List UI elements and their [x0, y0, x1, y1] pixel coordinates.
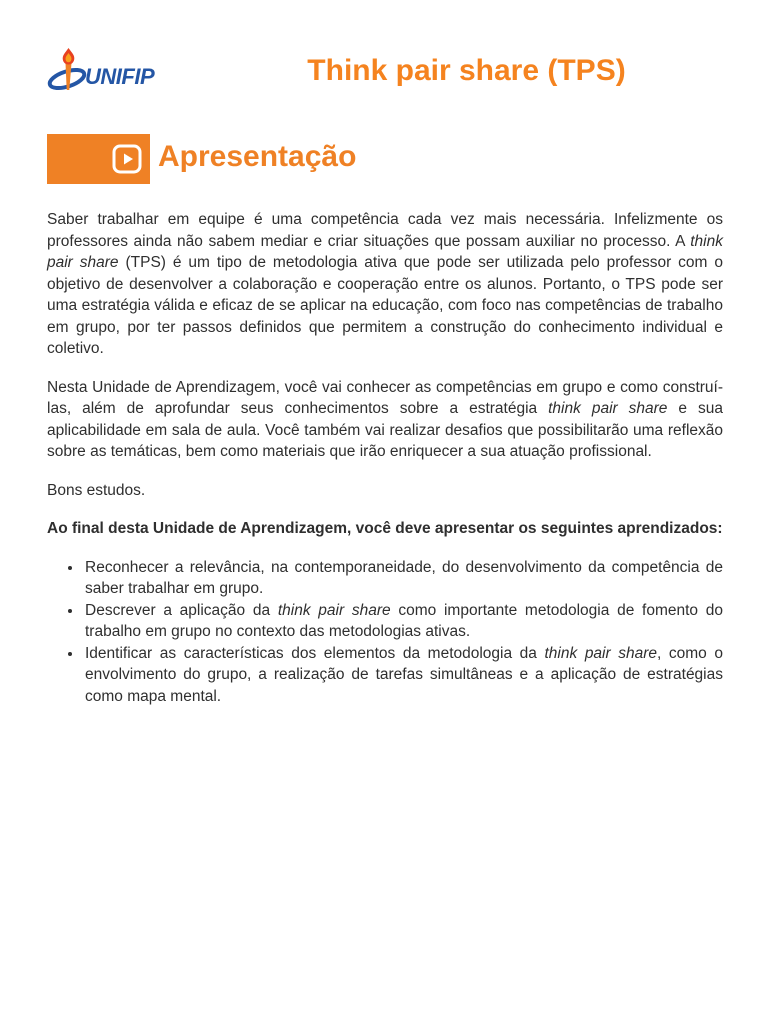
text-run: Nesta Unidade de Aprendizagem, você vai conhecer as competências em grupo e como construí-las, além de aprofundar seus conhecimentos sobre a estratégia	[47, 378, 723, 417]
list-item	[83, 643, 723, 708]
paragraph-intro-2	[47, 377, 723, 463]
section-heading: Apresentação	[158, 140, 357, 173]
text-run-italic: think pair share	[548, 400, 668, 417]
text-run-italic: think pair share	[277, 601, 391, 619]
page-header	[0, 0, 768, 96]
document-body	[47, 209, 723, 707]
play-video-icon	[112, 144, 142, 174]
text-run: (TPS) é um tipo de metodologia ativa que pode ser utilizada pelo professor com o objetivo de desenvolver a colaboração e cooperação entre os alunos. Portanto, o TPS pode ser uma estratégia válida e eficaz de se aplicar na educação, com foco nas competências de trabalho em grupo, por ter passos definidos que permitem a construção do conhecimento individual e coletivo.	[47, 254, 723, 357]
unifip-logo	[45, 48, 210, 96]
text-run: , como o envolvimento do grupo, a realização de tarefas simultâneas e a aplicação de estratégias como mapa mental.	[85, 644, 723, 705]
page-title: Think pair share (TPS)	[307, 54, 626, 87]
objectives-list	[47, 557, 723, 708]
logo-wordmark: UNIFIP	[85, 64, 155, 89]
paragraph-intro-1	[47, 209, 723, 360]
text-run: Reconhecer a relevância, na contemporaneidade, do desenvolvimento da competência de saber trabalhar em grupo.	[85, 558, 723, 597]
list-item	[83, 557, 723, 600]
text-run: como importante metodologia de fomento do trabalho em grupo no contexto das metodologias ativas.	[85, 601, 723, 640]
paragraph-bons-estudos: Bons estudos.	[47, 481, 146, 499]
text-run: Identificar as características dos elementos da metodologia da	[85, 644, 545, 662]
text-run-italic: think pair share	[544, 644, 658, 662]
section-banner	[47, 134, 150, 184]
text-run-italic: think pair share	[47, 232, 723, 271]
paragraph-objectives-lead: Ao final desta Unidade de Aprendizagem, você deve apresentar os seguintes aprendizados:	[47, 520, 723, 537]
text-run: e sua aplicabilidade em sala de aula. Você também vai realizar desafios que possibilitarão uma reflexão sobre as temáticas, bem como materiais que irão enriquecer a sua atuação profissional.	[47, 400, 723, 460]
text-run: Descrever a aplicação da	[85, 601, 278, 619]
text-run: Saber trabalhar em equipe é uma competência cada vez mais necessária. Infelizmente os professores ainda não sabem mediar e criar situações que possam auxiliar no processo. A	[47, 211, 723, 250]
section-header	[47, 134, 723, 184]
list-item	[83, 600, 723, 643]
